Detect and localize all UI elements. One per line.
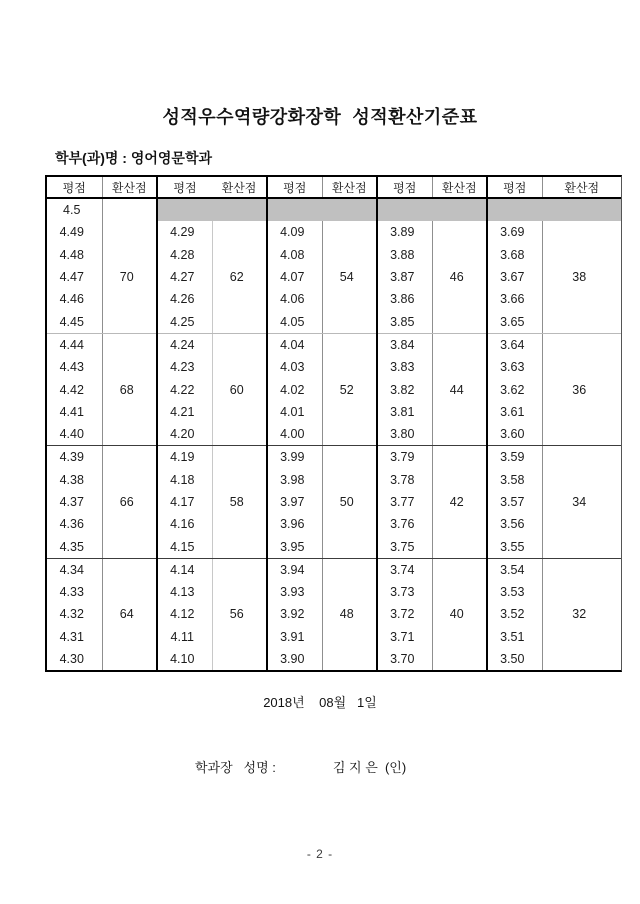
score-cell: 42 (432, 491, 487, 513)
gpa-cell: 4.00 (267, 423, 322, 446)
gpa-cell: 3.69 (487, 221, 542, 243)
gpa-cell: 3.86 (377, 288, 432, 310)
score-cell (542, 401, 621, 423)
score-cell (102, 558, 157, 581)
gpa-cell: 4.38 (59, 472, 84, 487)
gpa-cell: 4.23 (157, 356, 212, 378)
score-cell (102, 648, 157, 670)
score-cell: 54 (322, 266, 377, 288)
gpa-cell: 4.31 (59, 629, 84, 644)
score-cell (102, 535, 157, 558)
gpa-cell: 3.75 (377, 535, 432, 558)
gpa-cell: 3.67 (487, 266, 542, 288)
gpa-cell: 3.84 (377, 333, 432, 356)
col-header-score: 환산점 (432, 177, 487, 198)
score-cell (212, 401, 267, 423)
gpa-cell: 3.60 (487, 423, 542, 446)
score-cell (432, 626, 487, 648)
gpa-cell: 4.21 (157, 401, 212, 423)
table-row (47, 378, 621, 400)
score-cell (322, 244, 377, 266)
score-cell (102, 310, 157, 333)
score-cell (432, 535, 487, 558)
gpa-cell: 4.27 (157, 266, 212, 288)
table-row (47, 513, 621, 535)
gpa-cell: 4.14 (157, 558, 212, 581)
score-cell: 64 (102, 603, 157, 625)
score-cell (542, 626, 621, 648)
gpa-cell: 3.58 (487, 469, 542, 491)
gpa-cell: 3.61 (487, 401, 542, 423)
gpa-cell: 4.43 (59, 360, 84, 375)
gpa-cell: 3.63 (487, 356, 542, 378)
gpa-cell: 4.44 (59, 337, 84, 352)
score-cell (102, 469, 157, 491)
gpa-cell: 3.70 (377, 648, 432, 670)
score-cell (212, 581, 267, 603)
score-cell (322, 469, 377, 491)
table-row (47, 401, 621, 423)
score-cell (542, 310, 621, 333)
gpa-cell: 4.49 (59, 225, 84, 240)
department-name-label: 학부(과)명 : 영어영문학과 (55, 150, 213, 166)
gpa-cell: 4.18 (157, 469, 212, 491)
header-row (47, 177, 621, 198)
score-cell: 58 (212, 491, 267, 513)
score-cell (212, 356, 267, 378)
score-cell (212, 648, 267, 670)
score-cell (432, 446, 487, 469)
score-cell (322, 558, 377, 581)
col-header-gpa: 평점 (267, 177, 322, 198)
gpa-cell: 3.90 (267, 648, 322, 670)
table-row (47, 266, 621, 288)
gpa-cell: 4.25 (157, 310, 212, 333)
score-cell: 68 (102, 378, 157, 400)
table-row (47, 469, 621, 491)
score-cell (102, 581, 157, 603)
gpa-cell: 4.10 (157, 648, 212, 670)
score-cell (432, 469, 487, 491)
table-row (47, 626, 621, 648)
gpa-cell: 4.04 (267, 333, 322, 356)
score-cell (212, 558, 267, 581)
gpa-cell (377, 198, 432, 221)
gpa-cell: 3.64 (487, 333, 542, 356)
gpa-cell: 3.53 (487, 581, 542, 603)
score-cell (102, 288, 157, 310)
gpa-cell: 3.77 (377, 491, 432, 513)
gpa-cell: 3.82 (377, 378, 432, 400)
gpa-cell: 3.56 (487, 513, 542, 535)
gpa-cell: 3.81 (377, 401, 432, 423)
gpa-cell: 3.74 (377, 558, 432, 581)
gpa-cell: 3.93 (267, 581, 322, 603)
gpa-cell: 4.15 (157, 535, 212, 558)
score-cell (432, 333, 487, 356)
gpa-cell: 3.65 (487, 310, 542, 333)
score-cell (432, 310, 487, 333)
score-cell (102, 244, 157, 266)
gpa-cell: 3.97 (267, 491, 322, 513)
gpa-cell: 4.39 (59, 450, 84, 465)
gpa-cell: 3.87 (377, 266, 432, 288)
gpa-cell: 4.03 (267, 356, 322, 378)
score-cell: 36 (542, 378, 621, 400)
gpa-cell (157, 198, 212, 221)
score-cell (432, 401, 487, 423)
score-cell (432, 581, 487, 603)
gpa-cell: 4.48 (59, 247, 84, 262)
score-cell (432, 288, 487, 310)
gpa-cell: 4.24 (157, 333, 212, 356)
score-cell (542, 513, 621, 535)
score-cell (322, 288, 377, 310)
gpa-cell (267, 198, 322, 221)
table-row (47, 221, 621, 243)
score-cell: 40 (432, 603, 487, 625)
gpa-cell: 3.54 (487, 558, 542, 581)
score-cell (212, 626, 267, 648)
score-cell (432, 244, 487, 266)
gpa-cell (487, 198, 542, 221)
gpa-cell: 3.52 (487, 603, 542, 625)
gpa-cell: 3.59 (487, 446, 542, 469)
conversion-table-body (47, 198, 621, 670)
score-cell (432, 198, 487, 221)
gpa-cell: 4.11 (157, 626, 212, 648)
score-cell (432, 423, 487, 446)
gpa-cell: 4.13 (157, 581, 212, 603)
gpa-cell: 4.41 (59, 404, 84, 419)
gpa-cell: 4.32 (59, 607, 84, 622)
score-cell: 52 (322, 378, 377, 400)
col-header-gpa: 평점 (157, 177, 212, 198)
gpa-cell: 4.40 (47, 423, 102, 446)
gpa-cell: 4.08 (267, 244, 322, 266)
gpa-cell: 4.47 (59, 270, 84, 285)
gpa-cell: 4.34 (59, 562, 84, 577)
score-cell (322, 626, 377, 648)
grade-conversion-table-wrapper (45, 175, 622, 672)
table-row (47, 491, 621, 513)
score-cell (542, 244, 621, 266)
score-cell (542, 198, 621, 221)
gpa-cell: 4.19 (157, 446, 212, 469)
gpa-cell: 4.42 (59, 382, 84, 397)
gpa-cell: 3.55 (487, 535, 542, 558)
score-cell (212, 423, 267, 446)
signature-line (195, 757, 406, 776)
score-cell (432, 648, 487, 670)
score-cell (322, 513, 377, 535)
gpa-cell: 3.50 (487, 648, 542, 670)
table-row (47, 535, 621, 558)
gpa-cell: 4.36 (59, 517, 84, 532)
score-cell: 60 (212, 378, 267, 400)
score-cell (542, 221, 621, 243)
gpa-cell: 4.26 (157, 288, 212, 310)
score-cell (102, 198, 157, 221)
gpa-cell: 4.37 (59, 495, 84, 509)
issue-date: 2018년 08월 1일 (263, 695, 377, 710)
score-cell (542, 333, 621, 356)
score-cell (322, 198, 377, 221)
gpa-cell: 4.17 (157, 491, 212, 513)
col-header-score: 환산점 (322, 177, 377, 198)
gpa-cell: 3.88 (377, 244, 432, 266)
score-cell (102, 356, 157, 378)
gpa-cell: 3.79 (377, 446, 432, 469)
page-title: 성적우수역량강화장학 성적환산기준표 (162, 107, 478, 127)
gpa-cell: 3.51 (487, 626, 542, 648)
gpa-cell: 4.33 (59, 585, 84, 600)
table-row (47, 244, 621, 266)
score-cell (212, 333, 267, 356)
table-row (47, 446, 621, 469)
score-cell (432, 558, 487, 581)
score-cell (212, 221, 267, 243)
score-cell (212, 244, 267, 266)
score-cell (212, 446, 267, 469)
table-row (47, 581, 621, 603)
score-cell: 46 (432, 266, 487, 288)
gpa-cell: 4.35 (47, 535, 102, 558)
gpa-cell: 3.92 (267, 603, 322, 625)
score-cell (322, 221, 377, 243)
gpa-cell: 3.85 (377, 310, 432, 333)
gpa-cell: 3.72 (377, 603, 432, 625)
col-header-gpa: 평점 (487, 177, 542, 198)
col-header-gpa: 평점 (47, 177, 102, 198)
score-cell (322, 648, 377, 670)
score-cell: 44 (432, 378, 487, 400)
gpa-cell: 4.30 (59, 652, 84, 667)
gpa-cell: 4.46 (59, 292, 84, 307)
gpa-cell: 4.09 (267, 221, 322, 243)
gpa-cell: 4.20 (157, 423, 212, 446)
score-cell (432, 356, 487, 378)
score-cell: 38 (542, 266, 621, 288)
score-cell (322, 446, 377, 469)
score-cell: 66 (102, 491, 157, 513)
score-cell (542, 581, 621, 603)
table-row (47, 333, 621, 356)
score-cell (212, 469, 267, 491)
gpa-cell: 4.01 (267, 401, 322, 423)
score-cell (322, 401, 377, 423)
score-cell (212, 198, 267, 221)
score-cell (212, 288, 267, 310)
score-cell (212, 310, 267, 333)
gpa-cell: 4.29 (157, 221, 212, 243)
score-cell (322, 356, 377, 378)
gpa-cell: 4.12 (157, 603, 212, 625)
gpa-cell: 3.71 (377, 626, 432, 648)
table-row (47, 288, 621, 310)
gpa-cell: 3.91 (267, 626, 322, 648)
gpa-cell: 3.99 (267, 446, 322, 469)
col-header-score: 환산점 (102, 177, 157, 198)
gpa-cell: 3.94 (267, 558, 322, 581)
score-cell: 48 (322, 603, 377, 625)
score-cell (542, 288, 621, 310)
col-header-score: 환산점 (212, 177, 267, 198)
gpa-cell: 3.96 (267, 513, 322, 535)
score-cell (432, 221, 487, 243)
score-cell: 34 (542, 491, 621, 513)
col-header-score: 환산점 (542, 177, 621, 198)
score-cell: 62 (212, 266, 267, 288)
score-cell (212, 535, 267, 558)
score-cell (322, 581, 377, 603)
score-cell (432, 513, 487, 535)
score-cell: 32 (542, 603, 621, 625)
gpa-cell: 3.78 (377, 469, 432, 491)
gpa-cell: 4.22 (157, 378, 212, 400)
gpa-cell: 3.73 (377, 581, 432, 603)
score-cell (102, 221, 157, 243)
score-cell (102, 513, 157, 535)
gpa-cell: 4.05 (267, 310, 322, 333)
gpa-cell: 4.16 (157, 513, 212, 535)
score-cell (102, 333, 157, 356)
score-cell (542, 535, 621, 558)
signature-label: 학과장 성명 : (195, 760, 276, 775)
score-cell: 56 (212, 603, 267, 625)
gpa-cell: 3.83 (377, 356, 432, 378)
score-cell (322, 333, 377, 356)
table-row (47, 356, 621, 378)
table-row (47, 198, 621, 221)
score-cell (542, 558, 621, 581)
gpa-cell: 3.66 (487, 288, 542, 310)
score-cell: 70 (102, 266, 157, 288)
table-row (47, 648, 621, 670)
gpa-cell: 3.76 (377, 513, 432, 535)
gpa-cell: 4.07 (267, 266, 322, 288)
signature-name: 김 지 은 (인) (332, 760, 407, 775)
score-cell (322, 310, 377, 333)
gpa-cell: 3.57 (487, 491, 542, 513)
score-cell (322, 423, 377, 446)
score-cell (542, 469, 621, 491)
score-cell (102, 401, 157, 423)
score-cell: 50 (322, 491, 377, 513)
score-cell (542, 446, 621, 469)
score-cell (102, 626, 157, 648)
col-header-gpa: 평점 (377, 177, 432, 198)
score-cell (542, 423, 621, 446)
score-cell (542, 356, 621, 378)
gpa-cell: 4.5 (63, 203, 81, 218)
gpa-cell: 3.95 (267, 535, 322, 558)
score-cell (322, 535, 377, 558)
table-row (47, 558, 621, 581)
gpa-cell: 3.89 (377, 221, 432, 243)
page-number: - 2 - (306, 847, 334, 861)
gpa-cell: 3.98 (267, 469, 322, 491)
score-cell (542, 648, 621, 670)
table-row (47, 423, 621, 446)
grade-conversion-table (47, 177, 621, 670)
score-cell (212, 513, 267, 535)
gpa-cell: 4.45 (47, 310, 102, 333)
conversion-table-head (47, 177, 621, 198)
gpa-cell: 3.80 (377, 423, 432, 446)
table-row (47, 603, 621, 625)
score-cell (102, 446, 157, 469)
score-cell (102, 423, 157, 446)
gpa-cell: 3.62 (487, 378, 542, 400)
table-row (47, 310, 621, 333)
gpa-cell: 4.06 (267, 288, 322, 310)
gpa-cell: 4.02 (267, 378, 322, 400)
gpa-cell: 3.68 (487, 244, 542, 266)
gpa-cell: 4.28 (157, 244, 212, 266)
